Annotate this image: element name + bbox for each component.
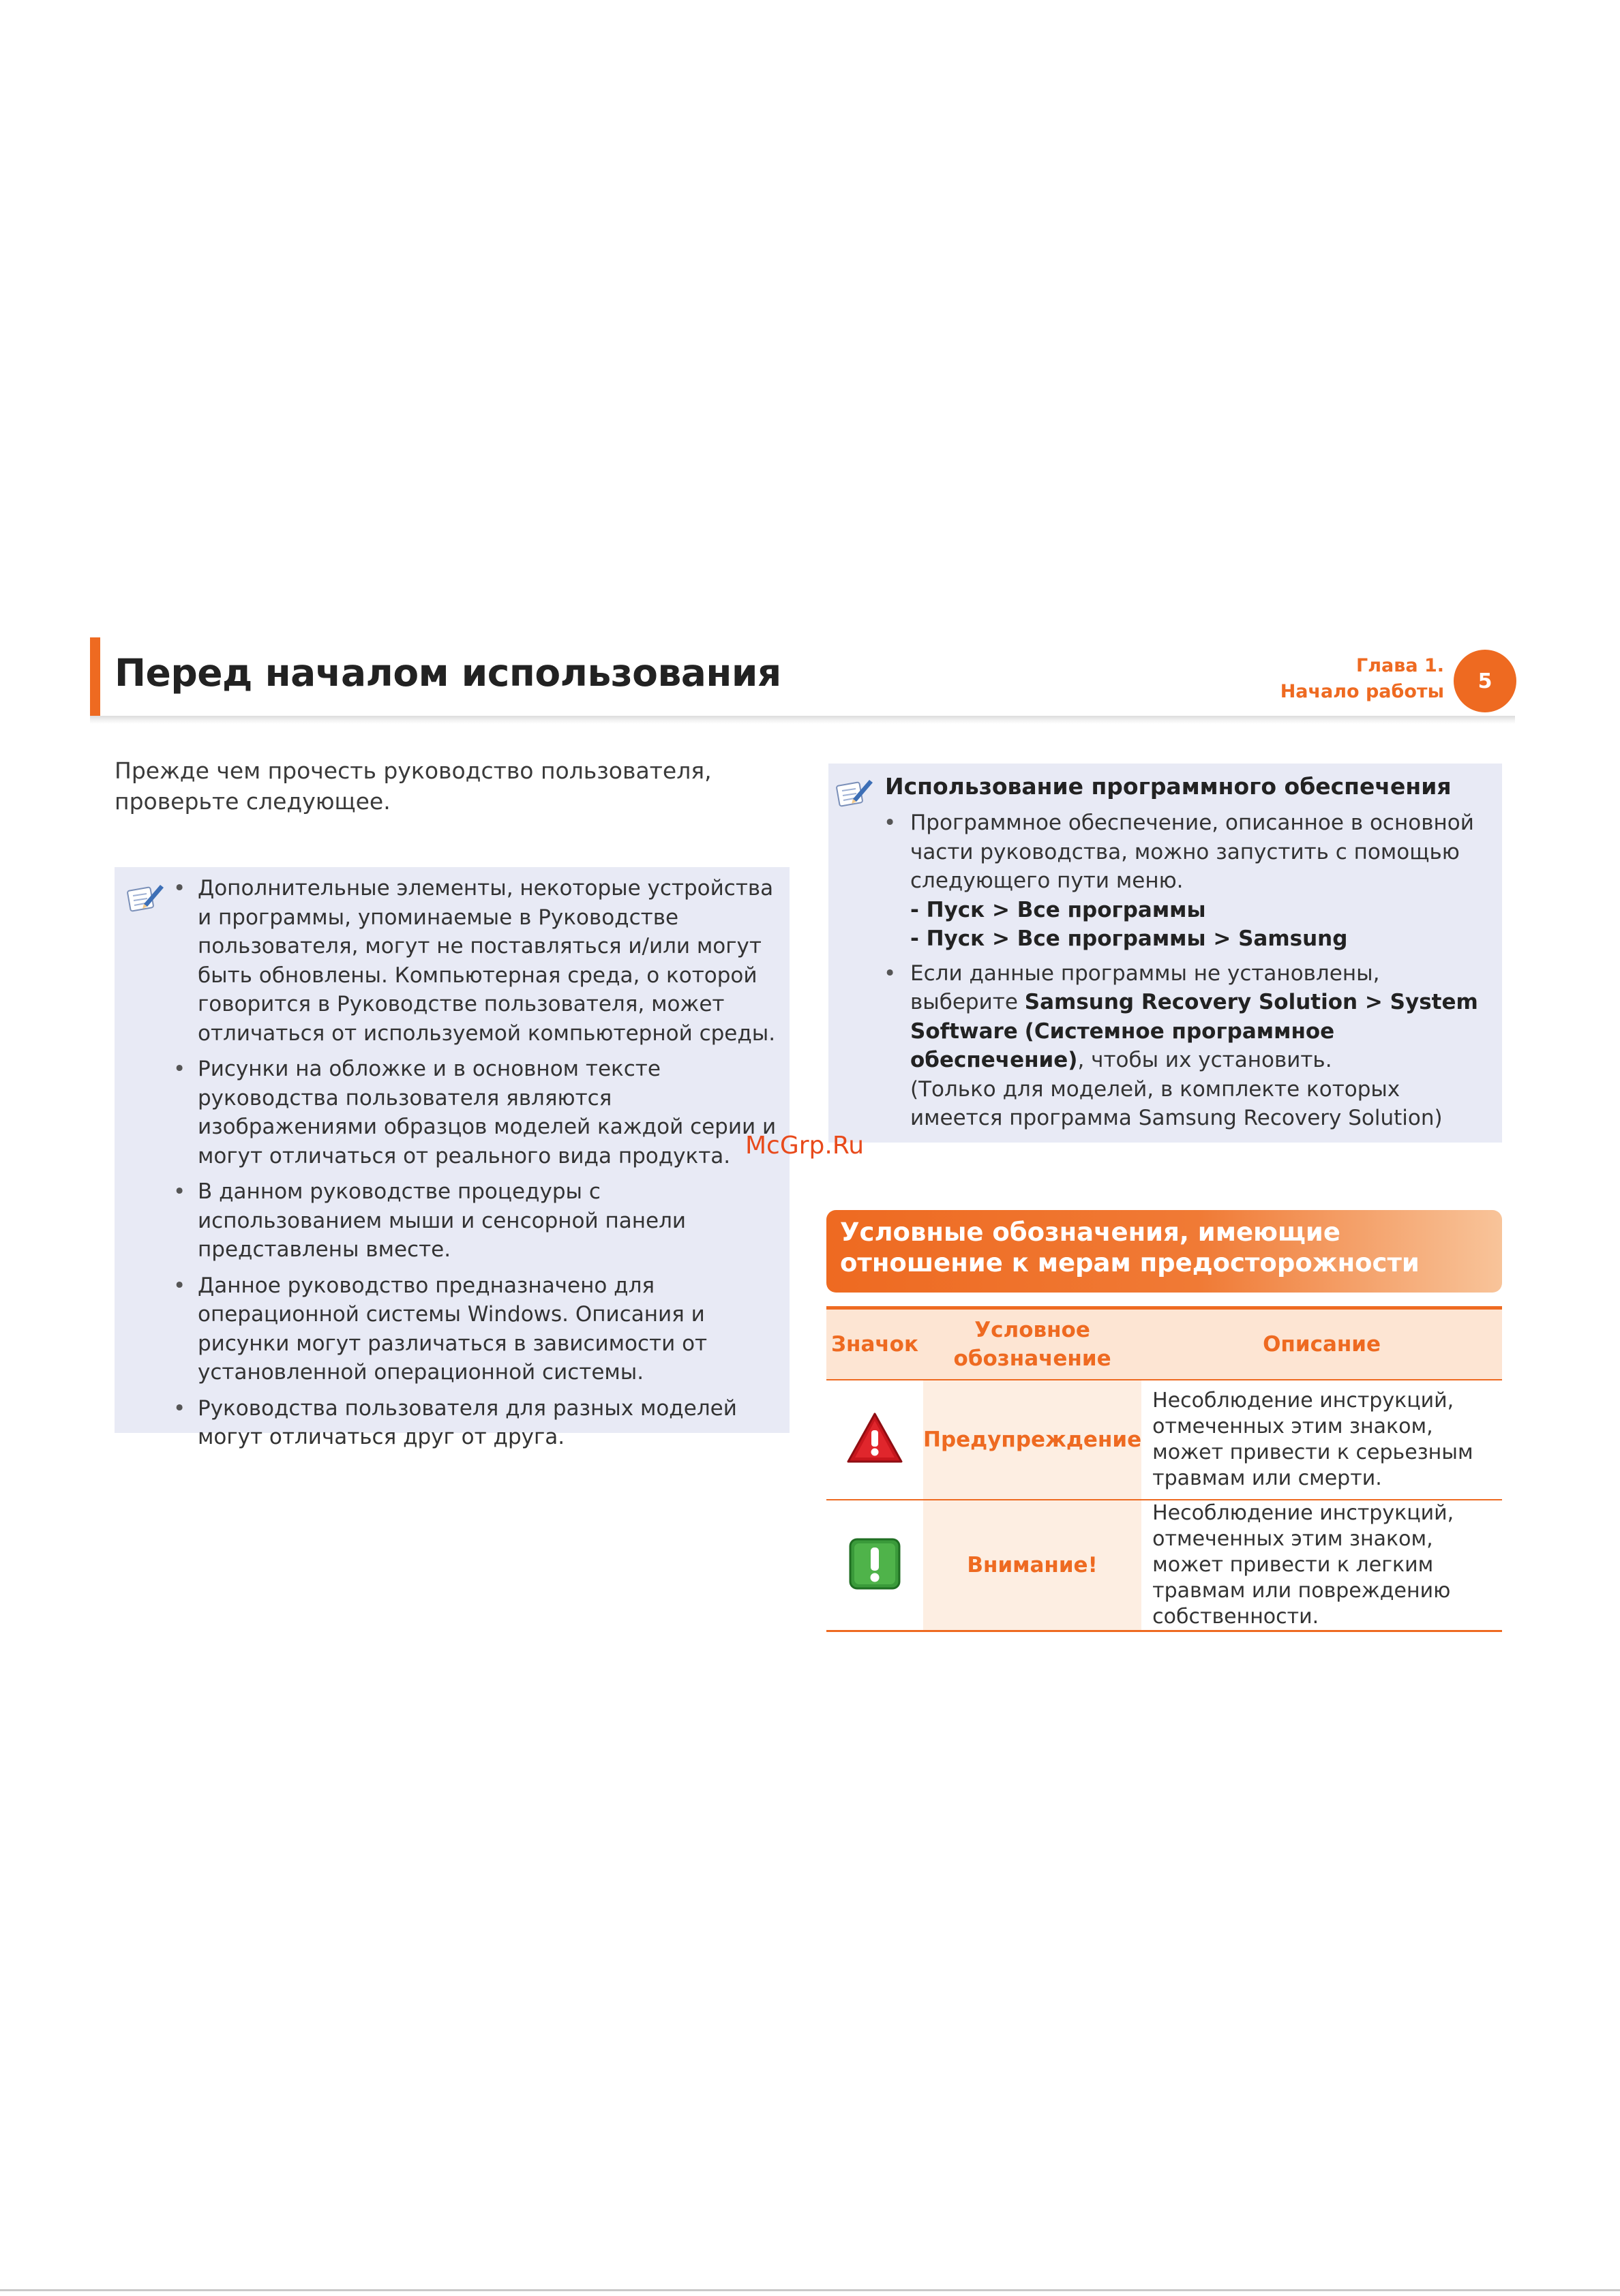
recovery-path-translation: (Системное программное обеспечение)	[910, 1018, 1335, 1072]
menu-path-all-programs: - Пуск > Все программы	[910, 897, 1206, 922]
chapter-number: Глава 1.	[1356, 655, 1444, 676]
column-header-label: Условное обозначение	[923, 1308, 1141, 1380]
list-item: • Руководства пользователя для разных моделей могут отличаться друг от друга.	[157, 1394, 777, 1452]
table-row	[826, 1500, 1502, 1631]
symbol-label: Внимание!	[923, 1500, 1141, 1631]
column-header-description: Описание	[1141, 1308, 1502, 1380]
chapter-label	[1280, 653, 1444, 705]
watermark: McGrp.Ru	[745, 1132, 865, 1160]
page-number-badge: 5	[1454, 650, 1516, 712]
caution-exclamation-icon	[849, 1538, 901, 1590]
chapter-title: Начало работы	[1280, 681, 1444, 702]
note-pencil-icon	[835, 774, 875, 810]
icon-cell	[826, 1500, 923, 1631]
software-item-text: , чтобы их установить.	[1077, 1048, 1332, 1072]
list-item	[866, 959, 1486, 1133]
intro-text: Прежде чем прочесть руководство пользователя, проверьте следующее.	[115, 757, 712, 815]
software-heading: Использование программного обеспечения	[885, 773, 1452, 800]
list-item: • Рисунки на обложке и в основном тексте руководства пользователя являются изображениями образцов моделей каждой серии и могут отличаться от реального вида продукта.	[157, 1055, 777, 1170]
column-header-icon: Значок	[826, 1308, 923, 1380]
software-item-note: (Только для моделей, в комплекте которых имеется программа Samsung Recovery Solution)	[910, 1076, 1443, 1130]
table-row	[826, 1380, 1502, 1500]
recovery-path: Samsung Recovery Solution > System Software	[910, 990, 1478, 1044]
title-accent-bar	[90, 637, 100, 717]
menu-path-samsung: - Пуск > Все программы > Samsung	[910, 926, 1348, 951]
table-header-row	[826, 1308, 1502, 1380]
list-item: • В данном руководстве процедуры с использованием мыши и сенсорной панели представлены вместе.	[157, 1177, 777, 1265]
footer-line	[0, 2289, 1620, 2291]
symbols-table	[826, 1306, 1502, 1632]
warning-triangle-icon	[845, 1411, 904, 1466]
software-list	[866, 809, 1486, 1138]
list-item: • Данное руководство предназначено для операционной системы Windows. Описания и рисунки могут различаться в зависимости от установленной операционной системы.	[157, 1271, 777, 1387]
page-title: Перед началом использования	[115, 651, 781, 695]
software-item-text: Если данные программы не установлены, выберите	[910, 961, 1380, 1014]
list-item: • Дополнительные элементы, некоторые устройства и программы, упоминаемые в Руководстве пользователя, могут не поставляться и/или могут быть обновлены. Компьютерная среда, о которой говорится в Руководстве пользователя, может отличаться от используемой компьютерной среды.	[157, 874, 777, 1048]
header-divider	[90, 716, 1515, 724]
symbols-section-title: Условные обозначения, имеющие отношение к мерам предосторожности	[840, 1218, 1420, 1278]
notes-list	[157, 874, 777, 1459]
symbol-description: Несоблюдение инструкций, отмеченных этим знаком, может привести к легким травмам или повреждению собственности.	[1141, 1500, 1502, 1631]
software-item-text: Программное обеспечение, описанное в основной части руководства, можно запустить с помощью следующего пути меню.	[910, 811, 1474, 893]
icon-cell	[826, 1380, 923, 1500]
symbol-label: Предупреждение	[923, 1380, 1141, 1500]
list-item	[866, 809, 1486, 954]
symbol-description: Несоблюдение инструкций, отмеченных этим знаком, может привести к серьезным травмам или смерти.	[1141, 1380, 1502, 1500]
